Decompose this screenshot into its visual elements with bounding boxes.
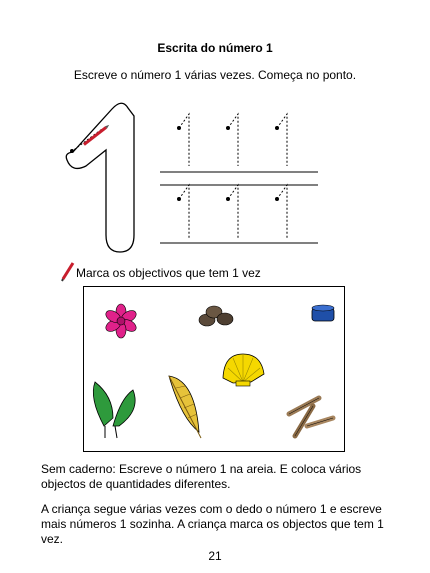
dotted-one-trace — [177, 114, 189, 166]
note-paragraph-2: A criança segue várias vezes com o dedo o número 1 e escreve mais números 1 sozinha. A criança marca os objectos que tem 1 vez. — [41, 502, 384, 546]
blue-cap-icon — [312, 305, 334, 321]
tracing-area — [0, 90, 430, 260]
large-number-one-outline — [66, 103, 134, 252]
worksheet-title: Escrita do número 1 — [157, 41, 273, 55]
task-instruction: Marca os objectivos que tem 1 vez — [76, 266, 261, 280]
objects-box — [83, 286, 345, 452]
pencil-icon — [60, 260, 76, 282]
dotted-one-trace — [226, 114, 238, 166]
worksheet-instruction: Escreve o número 1 várias vezes. Começa no ponto. — [73, 68, 357, 82]
dotted-one-trace — [177, 185, 189, 238]
note-paragraph-1: Sem caderno: Escreve o número 1 na areia. E coloca vários objectos de quantidades diferentes. — [41, 462, 362, 491]
dotted-one-trace — [226, 185, 238, 238]
dotted-one-trace — [275, 114, 287, 166]
dotted-one-trace — [275, 185, 287, 238]
page-number: 21 — [208, 549, 222, 563]
